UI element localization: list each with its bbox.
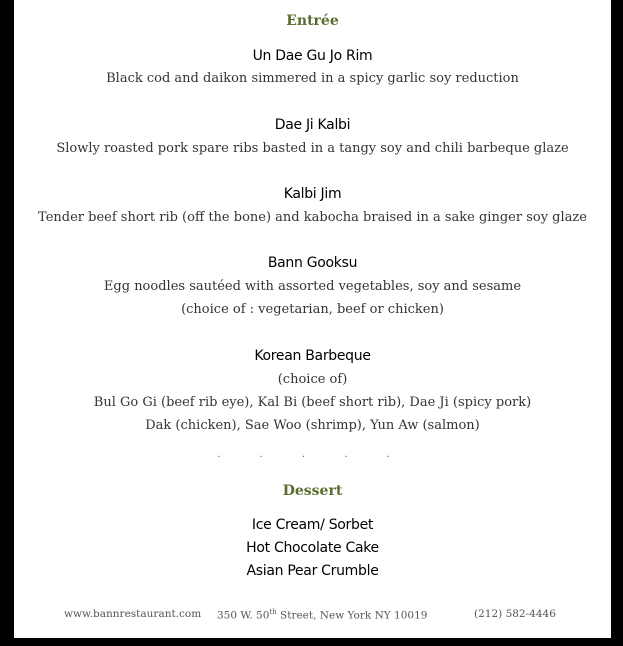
dish-description: (choice of) bbox=[277, 372, 348, 387]
separator-dots: . . . . . bbox=[217, 449, 408, 460]
phone-number: (212) 582-4446 bbox=[474, 608, 556, 620]
dish-description: Bul Go Gi (beef rib eye), Kal Bi (beef short rib), Dae Ji (spicy pork) bbox=[93, 395, 532, 410]
dish-description: Dak (chicken), Sae Woo (shrimp), Yun Aw (salmon) bbox=[145, 418, 480, 433]
dessert-section-title: Dessert bbox=[282, 483, 343, 499]
dessert-item: Asian Pear Crumble bbox=[246, 563, 379, 579]
website-link[interactable]: www.bannrestaurant.com bbox=[64, 608, 202, 620]
dessert-item: Ice Cream/ Sorbet bbox=[251, 517, 374, 533]
address-superscript: th bbox=[269, 608, 277, 616]
dish-description: Slowly roasted pork spare ribs basted in a tangy soy and chili barbeque glaze bbox=[56, 141, 569, 156]
dish-description: Egg noodles sautéed with assorted vegetables, soy and sesame bbox=[103, 279, 522, 294]
dish-name: Bann Gooksu bbox=[267, 255, 358, 271]
dish-name: Dae Ji Kalbi bbox=[274, 117, 351, 133]
dish-name: Kalbi Jim bbox=[283, 186, 342, 202]
dish-name: Korean Barbeque bbox=[254, 348, 371, 364]
dish-description: Tender beef short rib (off the bone) and kabocha braised in a sake ginger soy glaze bbox=[38, 210, 587, 225]
dish-description: Black cod and daikon simmered in a spicy garlic soy reduction bbox=[106, 71, 519, 86]
menu-page bbox=[14, 0, 611, 638]
dessert-item: Hot Chocolate Cake bbox=[246, 540, 379, 556]
address-prefix: 350 W. 50 bbox=[217, 609, 270, 622]
dish-description: (choice of : vegetarian, beef or chicken) bbox=[181, 302, 444, 317]
entree-section-title: Entrée bbox=[286, 13, 339, 29]
dish-name: Un Dae Gu Jo Rim bbox=[252, 48, 373, 64]
address bbox=[217, 608, 427, 622]
address-suffix: Street, New York NY 10019 bbox=[276, 609, 428, 622]
